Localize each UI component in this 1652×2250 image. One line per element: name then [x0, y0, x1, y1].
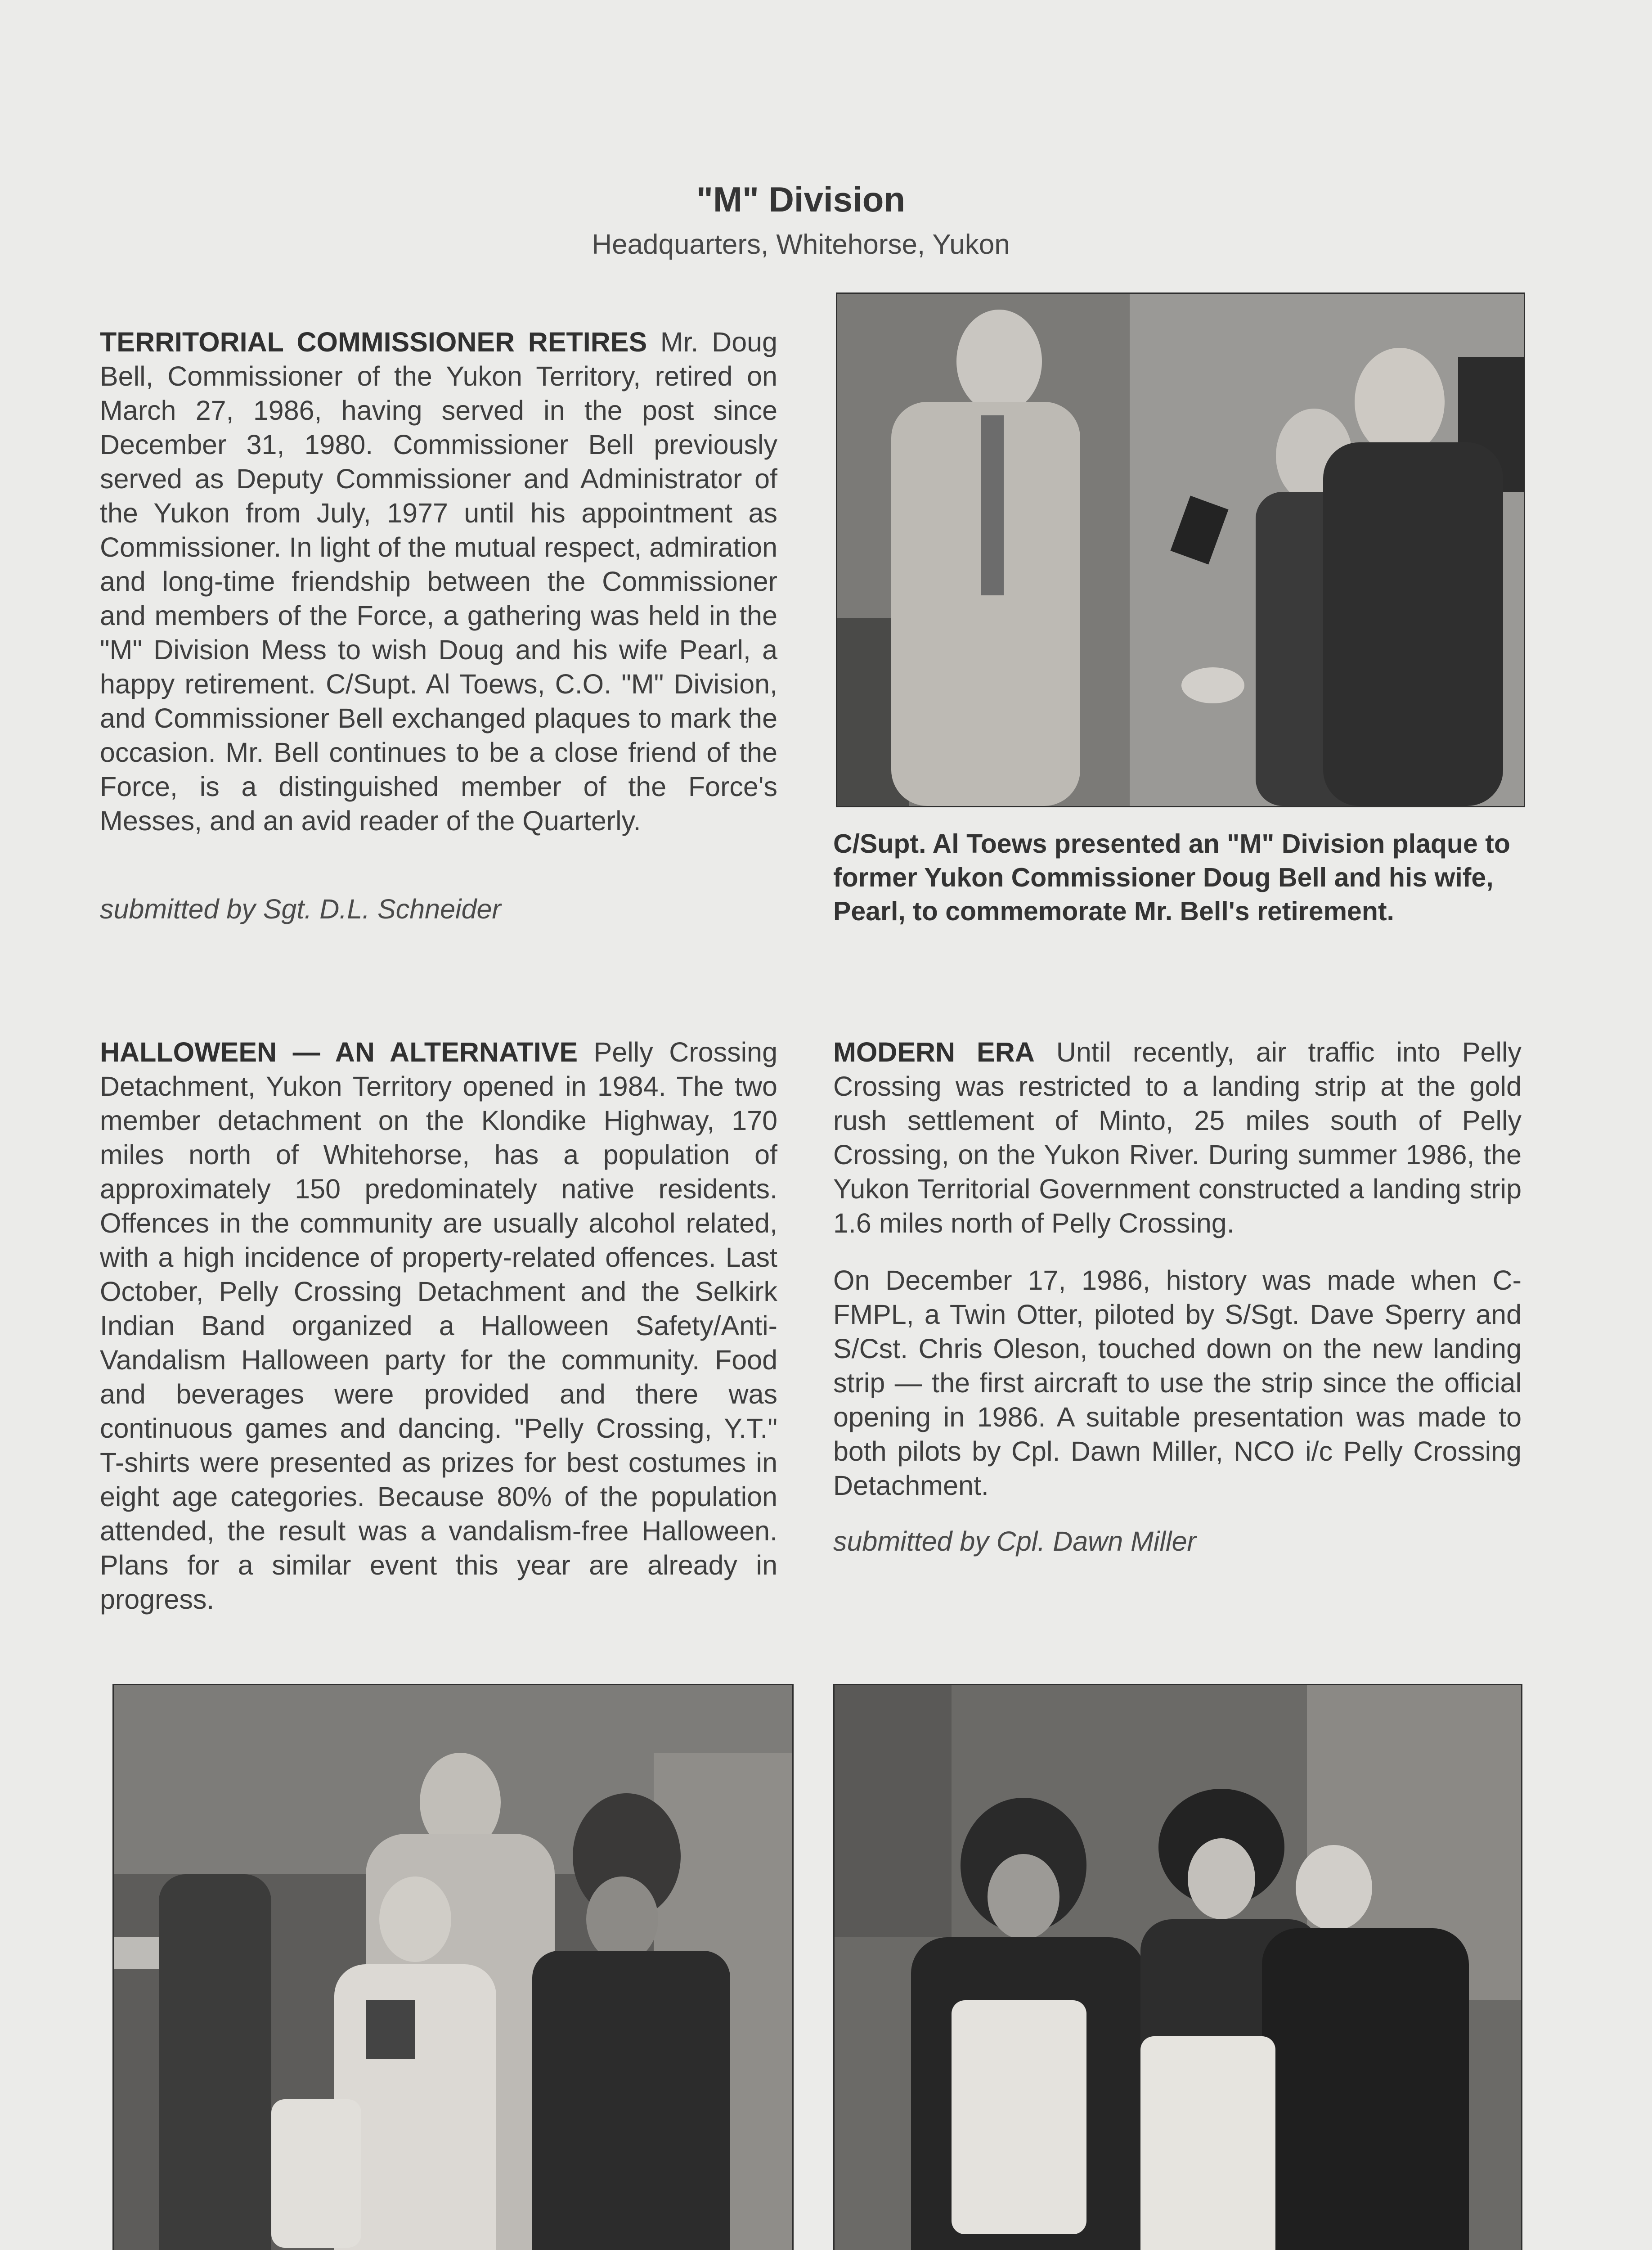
article-modern-era-part2	[833, 1263, 1522, 1503]
article-commissioner-text	[100, 325, 777, 838]
caption-plaque-text: C/Supt. Al Toews presented an "M" Division plaque to former Yukon Commissioner Doug Bell and his wife, Pearl, to commemorate Mr. Bell's retirement.	[833, 829, 1510, 926]
article-commissioner	[100, 325, 777, 838]
article-halloween-headline: HALLOWEEN — AN ALTERNATIVE	[100, 1037, 578, 1067]
page-title: "M" Division	[696, 180, 905, 219]
caption-plaque	[833, 827, 1522, 928]
article-halloween-body: Pelly Crossing Detachment, Yukon Territory opened in 1984. The two member detachment on the Klondike Highway, 170 miles north of Whitehorse, has a population of approximately 150 predominately native residents. Offences in the community are usually alcohol related, with a high incidence of property-related offences. Last October, Pelly Crossing Detachment and the Selkirk Indian Band organized a Halloween Safety/Anti-Vandalism Halloween party for the community. Food and beverages were provided and there was continuous games and dancing. "Pelly Crossing, Y.T." T-shirts were presented as prizes for best costumes in eight age categories. Because 80% of the population attended, the result was a vandalism-free Halloween. Plans for a similar event this year are already in progress.	[100, 1037, 777, 1615]
article-halloween	[100, 1035, 777, 1616]
article-commissioner-byline: submitted by Sgt. D.L. Schneider	[100, 894, 501, 924]
photo-senior-winners	[833, 1684, 1522, 2250]
photo-junior-winners	[112, 1684, 794, 2250]
article-modern-era-headline: MODERN ERA	[833, 1037, 1035, 1067]
article-modern-era-body: Until recently, air traffic into Pelly Crossing was restricted to a landing strip at the gold rush settlement of Minto, 25 miles south of Pelly Crossing, on the Yukon River. During summer 1986, the Yukon Territorial Government constructed a landing strip 1.6 miles north of Pelly Crossing.	[833, 1037, 1522, 1238]
article-modern-era-body2: On December 17, 1986, history was made when C-FMPL, a Twin Otter, piloted by S/Sgt. Dave Sperry and S/Cst. Chris Oleson, touched down on the new landing strip — the first aircraft to use the strip since the official opening in 1986. A suitable presentation was made to both pilots by Cpl. Dawn Miller, NCO i/c Pelly Crossing Detachment.	[833, 1265, 1522, 1501]
photo-senior-image	[835, 1685, 1521, 2250]
photo-plaque-image	[837, 294, 1524, 806]
article-commissioner-body: Mr. Doug Bell, Commissioner of the Yukon Territory, retired on March 27, 1986, having served in the post since December 31, 1980. Commissioner Bell previously served as Deputy Commissioner and Administrator of the Yukon from July, 1977 until his appointment as Commissioner. In light of the mutual respect, admiration and long-time friendship between the Commissioner and members of the Force, a gathering was held in the "M" Division Mess to wish Doug and his wife Pearl, a happy retirement. C/Supt. Al Toews, C.O. "M" Division, and Commissioner Bell exchanged plaques to mark the occasion. Mr. Bell continues to be a close friend of the Force, is a distinguished member of the Force's Messes, and an avid reader of the Quarterly.	[100, 327, 777, 836]
photo-junior-image	[114, 1685, 792, 2250]
photo-plaque-presentation	[836, 292, 1525, 807]
article-modern-era	[833, 1035, 1522, 1240]
article-modern-era-text	[833, 1035, 1522, 1240]
article-modern-era-byline: submitted by Cpl. Dawn Miller	[833, 1526, 1196, 1557]
article-commissioner-headline: TERRITORIAL COMMISSIONER RETIRES	[100, 327, 647, 357]
page-subtitle: Headquarters, Whitehorse, Yukon	[592, 229, 1010, 260]
article-halloween-text	[100, 1035, 777, 1616]
